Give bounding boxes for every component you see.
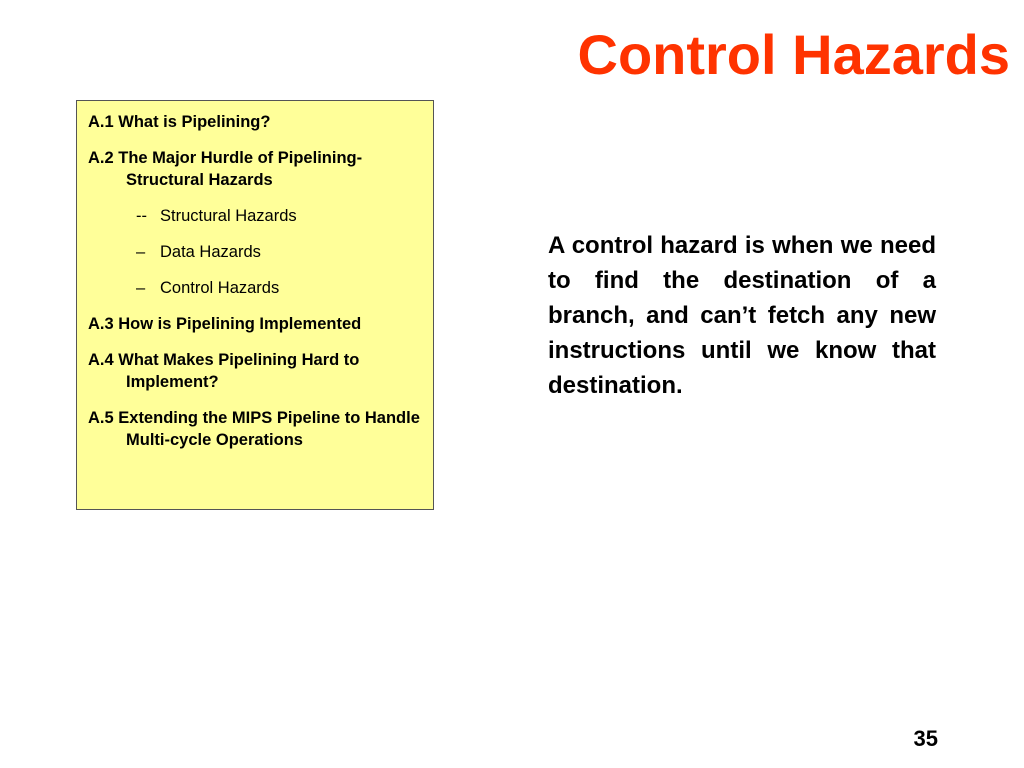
subitem-marker: –	[136, 243, 146, 261]
outline-subitem-control-hazards	[88, 277, 425, 299]
outline-item-a3: A.3 How is Pipelining Implemented	[88, 315, 362, 333]
subitem-label: Structural Hazards	[160, 207, 297, 225]
subitem-label: Control Hazards	[160, 279, 280, 297]
slide-title: Control Hazards	[577, 23, 1010, 86]
outline-item-a5: A.5 Extending the MIPS Pipeline to Handle Multi-cycle Operations	[88, 409, 420, 449]
outline-subitem-data-hazards	[88, 241, 425, 263]
outline-item-a4: A.4 What Makes Pipelining Hard to Implement?	[88, 351, 360, 391]
outline-list	[88, 111, 425, 451]
outline-subitem-structural-hazards	[88, 205, 425, 227]
control-hazard-definition: A control hazard is when we need to find the destination of a branch, and can’t fetch any new instructions until we know that destination.	[548, 232, 936, 399]
chapter-outline-box	[76, 100, 434, 510]
slide-number: 35	[913, 726, 938, 751]
subitem-label: Data Hazards	[160, 243, 261, 261]
subitem-marker: --	[136, 207, 147, 225]
subitem-marker: –	[136, 279, 146, 297]
outline-item-a1: A.1 What is Pipelining?	[88, 113, 271, 131]
outline-item-a2: A.2 The Major Hurdle of Pipelining-Structural Hazards	[88, 149, 363, 189]
